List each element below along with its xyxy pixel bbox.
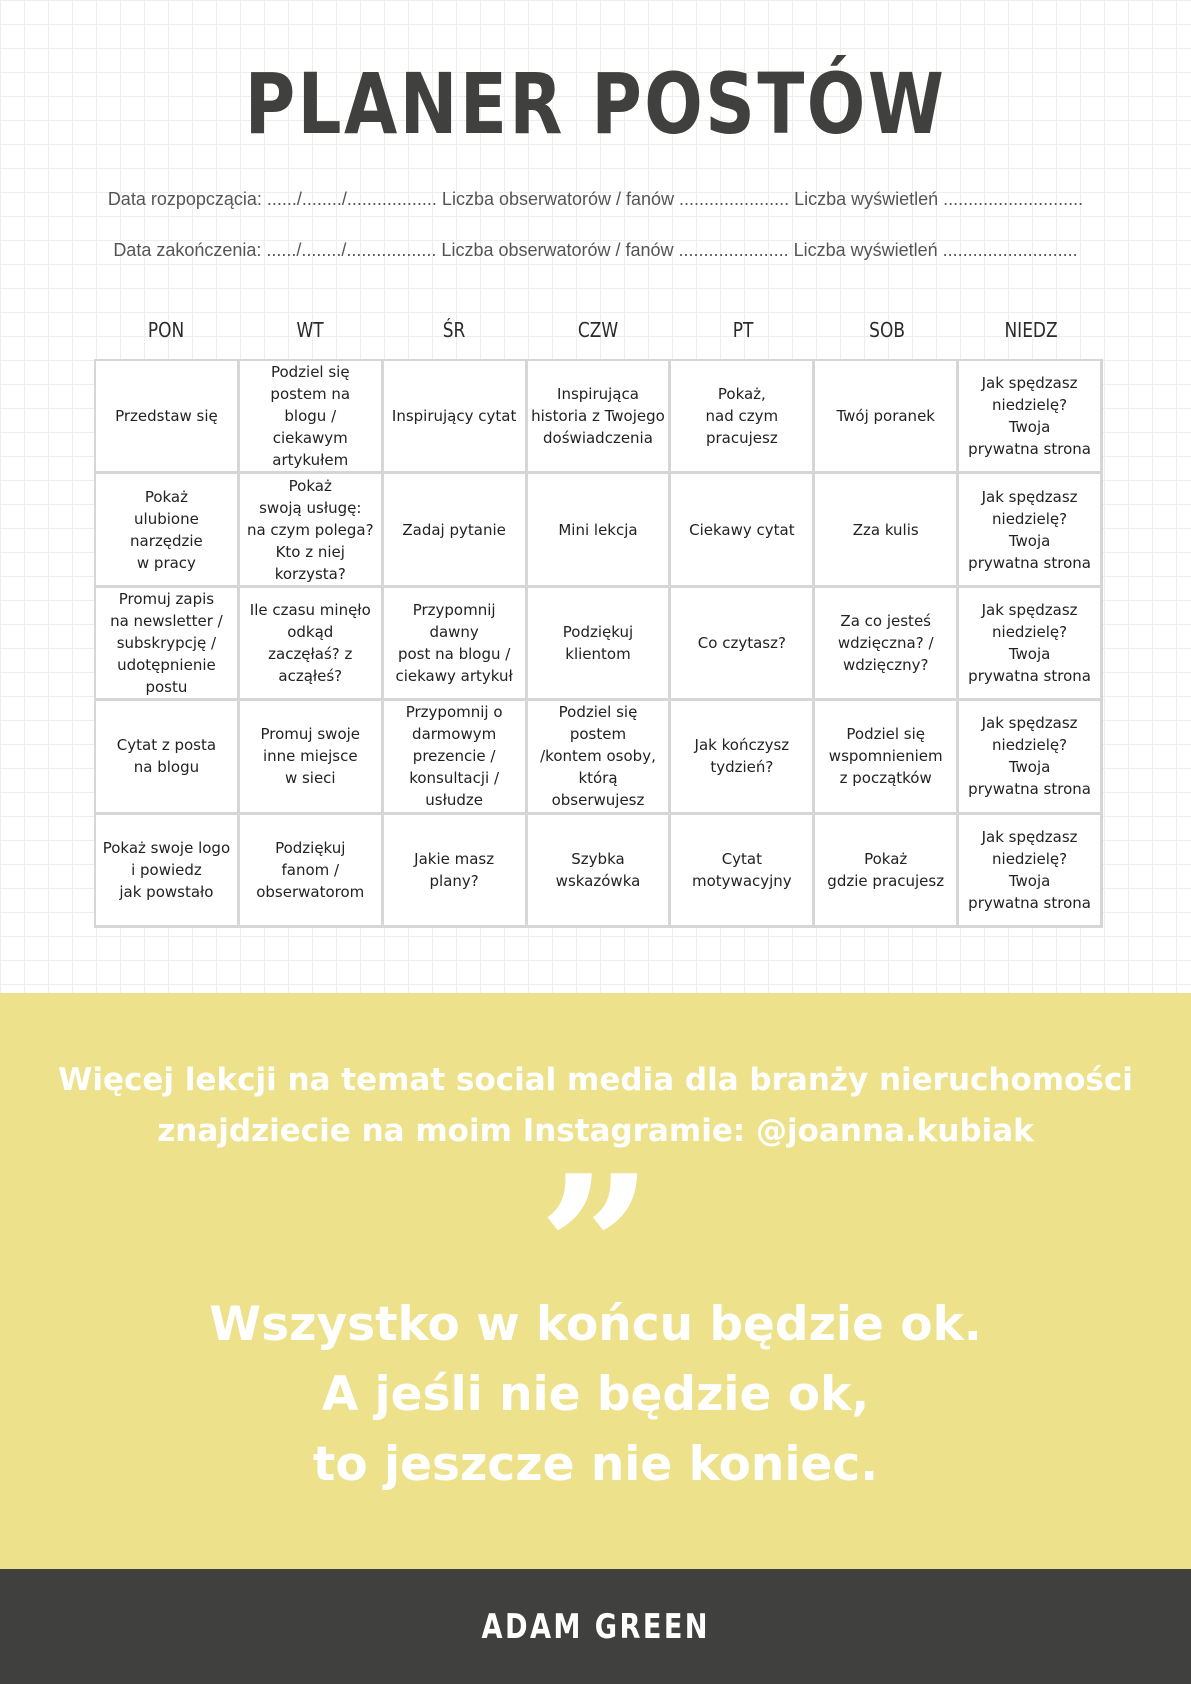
- page-title: PLANER POSTÓW: [244, 55, 947, 153]
- quote-mark-icon: ”: [537, 1132, 654, 1367]
- schedule-cell: Mini lekcja: [528, 474, 672, 587]
- schedule-cell: Jak spędzasz niedzielę? Twoja prywatna strona: [959, 588, 1103, 701]
- schedule-cell: Jakie masz plany?: [384, 815, 528, 928]
- schedule-cell: Promuj swoje inne miejsce w sieci: [240, 701, 384, 814]
- weekday-label: CZW: [578, 318, 619, 342]
- weekday-label: SOB: [868, 318, 905, 342]
- schedule-cell: Zza kulis: [815, 474, 959, 587]
- weekday-label: PON: [147, 318, 185, 342]
- schedule-cell: Jak spędzasz niedzielę? Twoja prywatna strona: [959, 474, 1103, 587]
- footer-name: ADAM GREEN: [481, 1606, 710, 1647]
- weekday-header: [94, 318, 1103, 348]
- schedule-cell: Cytat motywacyjny: [671, 815, 815, 928]
- end-date-line: Data zakończenia: ....../......../.................. Liczba obserwatorów / fanów ...................... Liczba wyświetleń ...........................: [113, 240, 1078, 260]
- schedule-cell: Cytat z posta na blogu: [96, 701, 240, 814]
- schedule-cell: Twój poranek: [815, 361, 959, 474]
- schedule-cell: Inspirująca historia z Twojego doświadczenia: [528, 361, 672, 474]
- schedule-cell: Pokaż swoje logo i powiedz jak powstało: [96, 815, 240, 928]
- weekday-label: WT: [296, 318, 324, 342]
- schedule-cell: Podziel się postem na blogu / ciekawym artykułem: [240, 361, 384, 474]
- schedule-cell: Podziękuj klientom: [528, 588, 672, 701]
- start-date-line: Data rozpopczącia: ....../......../.................. Liczba obserwatorów / fanów ...................... Liczba wyświetleń ............................: [107, 189, 1084, 209]
- schedule-cell: Co czytasz?: [671, 588, 815, 701]
- quote-text: Wszystko w końcu będzie ok. A jeśli nie będzie ok, to jeszcze nie koniec.: [209, 1297, 982, 1492]
- schedule-cell: Podziękuj fanom / obserwatorom: [240, 815, 384, 928]
- schedule-cell: Za co jesteś wdzięczna? / wdzięczny?: [815, 588, 959, 701]
- schedule-cell: Ciekawy cytat: [671, 474, 815, 587]
- weekday-label: NIEDZ: [1004, 318, 1058, 342]
- weekday-label: ŚR: [443, 318, 466, 342]
- schedule-cell: Pokaż, nad czym pracujesz: [671, 361, 815, 474]
- schedule-cell: Zadaj pytanie: [384, 474, 528, 587]
- schedule-cell: Jak spędzasz niedzielę? Twoja prywatna strona: [959, 701, 1103, 814]
- schedule-cell: Przypomnij dawny post na blogu / ciekawy artykuł: [384, 588, 528, 701]
- schedule-cell: Przypomnij o darmowym prezencie / konsultacji / usłudze: [384, 701, 528, 814]
- schedule-cell: Jak kończysz tydzień?: [671, 701, 815, 814]
- schedule-cell: Jak spędzasz niedzielę? Twoja prywatna strona: [959, 361, 1103, 474]
- schedule-cell: Promuj zapis na newsletter / subskrypcję / udotępnienie postu: [96, 588, 240, 701]
- footer: [0, 1569, 1191, 1684]
- schedule-cell: Inspirujący cytat: [384, 361, 528, 474]
- schedule-cell: Pokaż ulubione narzędzie w pracy: [96, 474, 240, 587]
- schedule-cell: Ile czasu minęło odkąd zaczęłaś? z acząłeś?: [240, 588, 384, 701]
- schedule-cell: Podziel się wspomnieniem z początków: [815, 701, 959, 814]
- schedule-cell: Pokaż gdzie pracujesz: [815, 815, 959, 928]
- schedule-cell: Przedstaw się: [96, 361, 240, 474]
- weekday-label: PT: [732, 318, 753, 342]
- schedule-cell: Podziel się postem /kontem osoby, którą obserwujesz: [528, 701, 672, 814]
- schedule-cell: Szybka wskazówka: [528, 815, 672, 928]
- schedule-cell: Jak spędzasz niedzielę? Twoja prywatna strona: [959, 815, 1103, 928]
- schedule-cell: Pokaż swoją usługę: na czym polega? Kto z niej korzysta?: [240, 474, 384, 587]
- schedule-grid: [94, 359, 1103, 928]
- instagram-promo: Więcej lekcji na temat social media dla branży nieruchomości znajdziecie na moim Instagramie: @joanna.kubiak: [58, 1062, 1133, 1149]
